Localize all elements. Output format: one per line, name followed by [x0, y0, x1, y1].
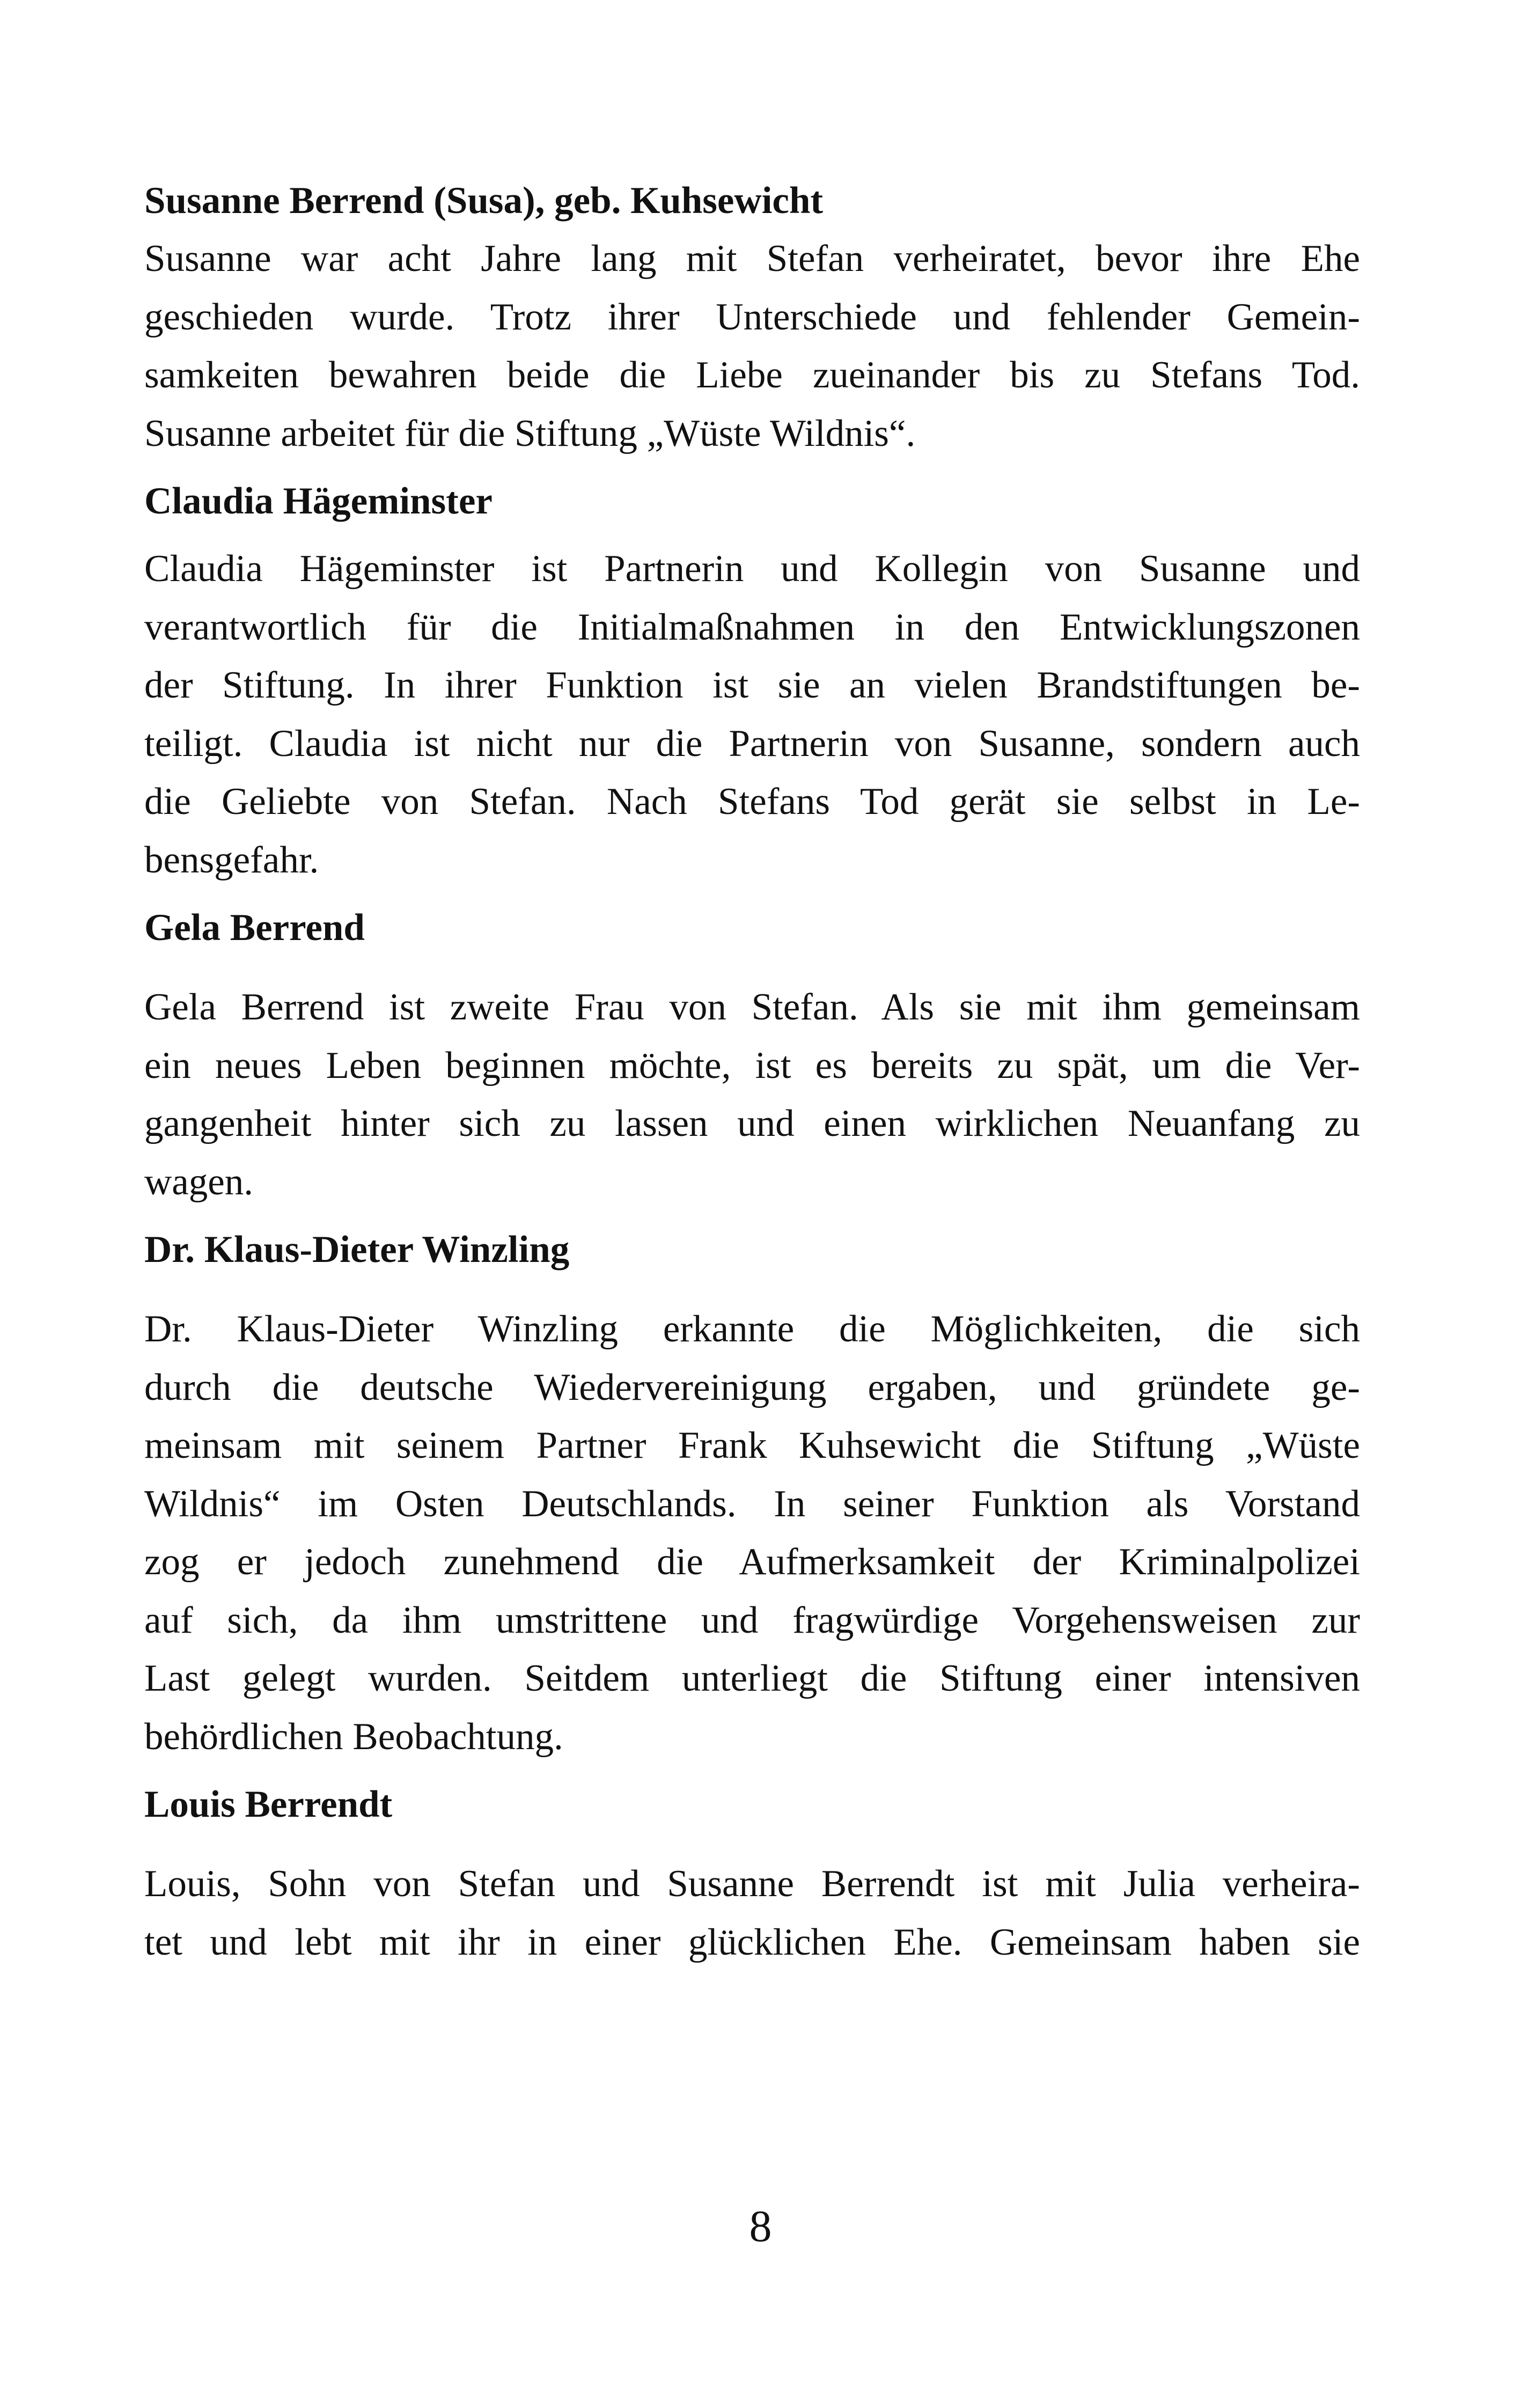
section-body-louis [144, 1855, 1360, 1971]
text-line: meinsam mit seinem Partner Frank Kuhsewicht die Stiftung „Wüste [144, 1425, 1360, 1466]
text-line: wagen. [144, 1161, 254, 1203]
section-body-gela [144, 978, 1360, 1211]
spacer [144, 1833, 1360, 1855]
section-body-winzling [144, 1300, 1360, 1766]
section-heading-gela: Gela Berrend [144, 907, 365, 949]
text-line: Wildnis“ im Osten Deutschlands. In seiner Funktion als Vorstand [144, 1482, 1360, 1525]
section-heading-susanne: Susanne Berrend (Susa), geb. Kuhsewicht [144, 180, 824, 222]
section-heading-louis: Louis Berrendt [144, 1783, 393, 1825]
text-line: Louis, Sohn von Stefan und Susanne Berrendt ist mit Julia verheira- [144, 1863, 1360, 1905]
spacer [144, 889, 1360, 899]
text-line: zog er jedoch zunehmend die Aufmerksamkeit der Kriminalpolizei [144, 1541, 1360, 1583]
text-line: ein neues Leben beginnen möchte, ist es bereits zu spät, um die Ver- [144, 1044, 1360, 1086]
text-line: Last gelegt wurden. Seitdem unterliegt die Stiftung einer intensiven [144, 1657, 1360, 1699]
text-line: die Geliebte von Stefan. Nach Stefans Tod gerät sie selbst in Le- [144, 781, 1360, 823]
text-line: teiligt. Claudia ist nicht nur die Partnerin von Susanne, sondern auch [144, 722, 1360, 765]
section-heading-claudia: Claudia Hägeminster [144, 480, 493, 522]
text-line: durch die deutsche Wiedervereinigung ergaben, und gründete ge- [144, 1366, 1360, 1408]
text-line: Susanne arbeitet für die Stiftung „Wüste Wildnis“. [144, 412, 916, 454]
book-page [144, 172, 1360, 1971]
text-line: Dr. Klaus-Dieter Winzling erkannte die Möglichkeiten, die sich [144, 1308, 1360, 1350]
text-line: gangenheit hinter sich zu lassen und einen wirklichen Neuanfang zu [144, 1103, 1360, 1144]
page-number: 8 [749, 2201, 772, 2251]
text-line: geschieden wurde. Trotz ihrer Unterschiede und fehlender Gemein- [144, 296, 1360, 338]
text-line: samkeiten bewahren beide die Liebe zueinander bis zu Stefans Tod. [144, 354, 1360, 396]
text-line: Susanne war acht Jahre lang mit Stefan verheiratet, bevor ihre Ehe [144, 238, 1360, 280]
text-line: Gela Berrend ist zweite Frau von Stefan. Als sie mit ihm gemeinsam [144, 986, 1360, 1028]
spacer [144, 1211, 1360, 1221]
spacer [144, 462, 1360, 472]
section-heading-winzling: Dr. Klaus-Dieter Winzling [144, 1229, 570, 1271]
text-line: tet und lebt mit ihr in einer glücklichen Ehe. Gemeinsam haben sie [144, 1921, 1360, 1963]
spacer [144, 957, 1360, 978]
text-line: Claudia Hägeminster ist Partnerin und Kollegin von Susanne und [144, 548, 1360, 590]
text-line: verantwortlich für die Initialmaßnahmen in den Entwicklungszonen [144, 606, 1360, 648]
text-line: bensgefahr. [144, 839, 319, 881]
spacer [144, 1279, 1360, 1300]
section-body-claudia [144, 540, 1360, 889]
spacer [144, 530, 1360, 540]
spacer [144, 1766, 1360, 1775]
text-line: der Stiftung. In ihrer Funktion ist sie an vielen Brandstiftungen be- [144, 664, 1360, 706]
text-line: behördlichen Beobachtung. [144, 1715, 563, 1758]
text-line: auf sich, da ihm umstrittene und fragwürdige Vorgehensweisen zur [144, 1599, 1360, 1641]
section-body-susanne [144, 230, 1360, 462]
